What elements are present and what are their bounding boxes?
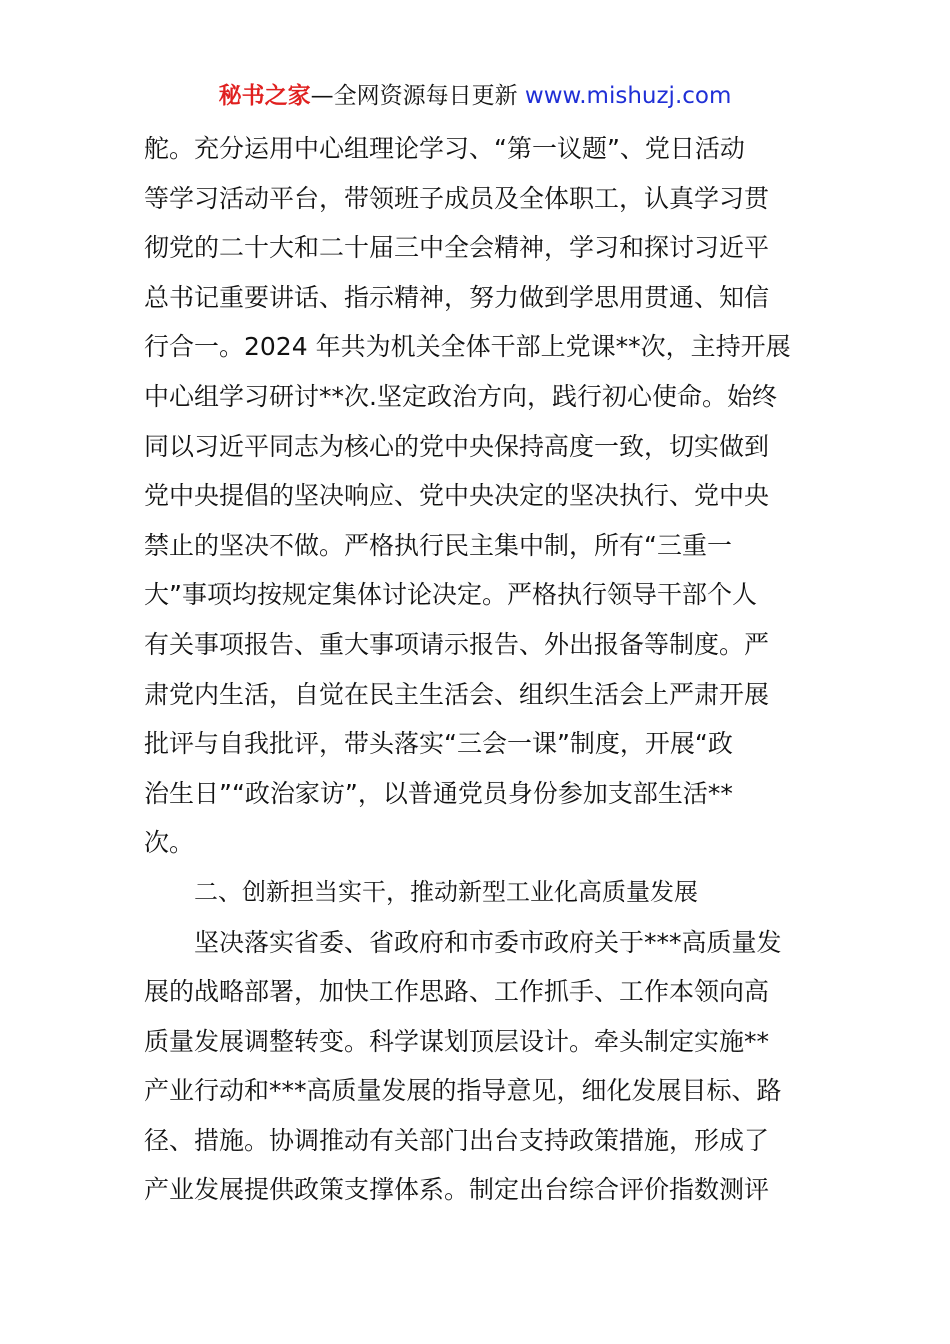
page-header [0,78,950,114]
text-line: 舵。充分运用中心组理论学习、“第一议题”、党日活动 [144,134,745,163]
text-line: 总书记重要讲话、指示精神，努力做到学思用贯通、知信 [144,282,770,312]
text-line: 产业行动和***高质量发展的指导意见，细化发展目标、路 [144,1076,782,1106]
text-line: 有关事项报告、重大事项请示报告、外出报备等制度。严 [144,629,770,659]
text-line: 径、措施。协调推动有关部门出台支持政策措施，形成了 [144,1125,770,1155]
text-line: 肃党内生活，自觉在民主生活会、组织生活会上严肃开展 [144,679,770,709]
text-line: 彻党的二十大和二十届三中全会精神，学习和探讨习近平 [144,233,770,263]
text-line: 党中央提倡的坚决响应、党中央决定的坚决执行、党中央 [144,481,770,511]
site-brand: 秘书之家 [218,83,311,109]
text-line: 治生日”“政治家访”，以普通党员身份参加支部生活** [144,778,733,808]
text-line: 等学习活动平台，带领班子成员及全体职工，认真学习贯 [144,183,770,213]
text-line: 次。 [144,828,195,858]
site-url[interactable]: www.mishuzj.com [524,83,732,109]
text-line: 禁止的坚决不做。严格执行民主集中制，所有“三重一 [144,530,732,560]
text-line: 同以习近平同志为核心的党中央保持高度一致，切实做到 [144,431,770,461]
section-heading: 二、创新担当实干，推动新型工业化高质量发展 [194,877,698,906]
text-line: 中心组学习研讨**次.坚定政治方向，践行初心使命。始终 [144,381,777,411]
text-line: 质量发展调整转变。科学谋划顶层设计。牵头制定实施** [144,1026,770,1056]
text-line: 展的战略部署，加快工作思路、工作抓手、工作本领向高 [144,977,770,1007]
text-line: 批评与自我批评，带头落实“三会一课”制度，开展“政 [144,729,733,759]
site-slogan: —全网资源每日更新 [310,83,525,109]
text-line: 大”事项均按规定集体讨论决定。严格执行领导干部个人 [144,580,757,610]
document-body [144,124,806,1215]
text-line: 行合一。2024 年共为机关全体干部上党课**次，主持开展 [144,332,791,362]
paragraph-first-line: 坚决落实省委、省政府和市委市政府关于***高质量发 [194,927,782,957]
text-line: 产业发展提供政策支撑体系。制定出台综合评价指数测评 [144,1175,770,1205]
